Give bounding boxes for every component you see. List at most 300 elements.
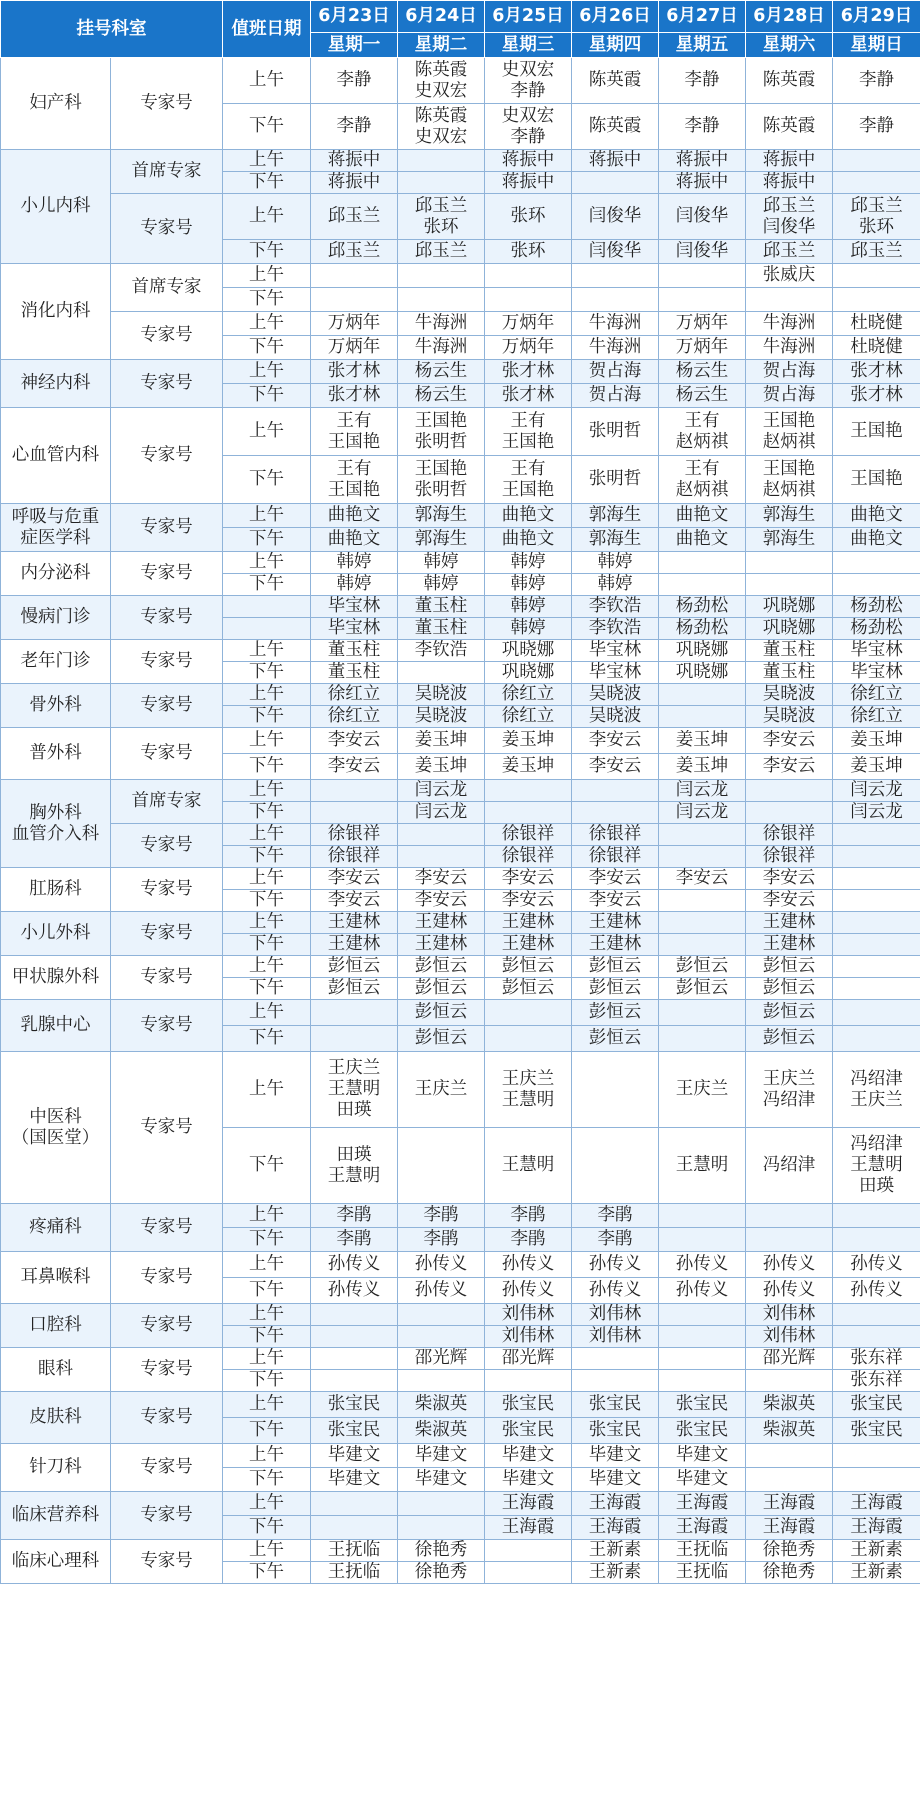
department-name: 普外科: [1, 728, 111, 780]
doctor-cell: 彭恒云: [485, 978, 572, 1000]
doctor-cell: 孙传义: [659, 1252, 746, 1278]
period-cell: 下午: [223, 172, 311, 194]
registration-level: 专家号: [111, 1204, 223, 1252]
period-cell: [223, 618, 311, 640]
doctor-cell: 王有 王国艳: [485, 456, 572, 504]
doctor-cell: 闫云龙: [659, 802, 746, 824]
department-name: 小儿内科: [1, 150, 111, 264]
doctor-cell: 郭海生: [398, 528, 485, 552]
doctor-cell: 毕建文: [485, 1468, 572, 1492]
doctor-cell: 徐红立: [311, 706, 398, 728]
doctor-cell: 王国艳 赵炳祺: [746, 456, 833, 504]
doctor-cell: 王海霞: [572, 1516, 659, 1540]
weekday-header: 星期三: [485, 33, 572, 58]
doctor-cell: 贺占海: [572, 360, 659, 384]
schedule-row: [1, 150, 920, 172]
schedule-row: [1, 868, 920, 890]
doctor-cell: 孙传义: [833, 1278, 920, 1304]
doctor-cell: 闫云龙: [398, 802, 485, 824]
doctor-cell: 冯绍津: [746, 1128, 833, 1204]
doctor-cell: [485, 802, 572, 824]
period-cell: 上午: [223, 58, 311, 104]
doctor-cell: 徐红立: [311, 684, 398, 706]
doctor-cell: 徐银祥: [485, 824, 572, 846]
doctor-cell: [398, 288, 485, 312]
doctor-cell: 刘伟林: [746, 1326, 833, 1348]
doctor-cell: 徐红立: [833, 706, 920, 728]
doctor-cell: 彭恒云: [746, 1026, 833, 1052]
doctor-cell: 巩晓娜: [659, 662, 746, 684]
doctor-cell: [485, 1026, 572, 1052]
doctor-cell: 王有 王国艳: [485, 408, 572, 456]
doctor-cell: 王新素: [572, 1562, 659, 1584]
schedule-row: [1, 58, 920, 104]
doctor-cell: 毕建文: [311, 1468, 398, 1492]
doctor-cell: 李静: [311, 58, 398, 104]
period-cell: 上午: [223, 684, 311, 706]
doctor-cell: 徐艳秀: [746, 1540, 833, 1562]
doctor-cell: 王建林: [311, 912, 398, 934]
doctor-cell: 刘伟林: [485, 1326, 572, 1348]
doctor-cell: 曲艳文: [659, 528, 746, 552]
doctor-cell: 徐银祥: [311, 824, 398, 846]
doctor-cell: 张环: [485, 194, 572, 240]
weekday-header: 星期六: [746, 33, 833, 58]
period-cell: 上午: [223, 780, 311, 802]
doctor-cell: 姜玉坤: [833, 728, 920, 754]
period-cell: 下午: [223, 978, 311, 1000]
schedule-row: [1, 596, 920, 618]
doctor-cell: 李安云: [746, 868, 833, 890]
period-cell: 下午: [223, 1516, 311, 1540]
department-name: 呼吸与危重 症医学科: [1, 504, 111, 552]
doctor-cell: 巩晓娜: [485, 640, 572, 662]
doctor-cell: 张宝民: [485, 1392, 572, 1418]
schedule-row: [1, 956, 920, 978]
doctor-cell: 董玉柱: [398, 618, 485, 640]
department-name: 眼科: [1, 1348, 111, 1392]
doctor-cell: 曲艳文: [311, 528, 398, 552]
department-name: 耳鼻喉科: [1, 1252, 111, 1304]
doctor-cell: 张宝民: [833, 1418, 920, 1444]
doctor-cell: 柴淑英: [746, 1418, 833, 1444]
doctor-cell: 董玉柱: [311, 640, 398, 662]
registration-level: 专家号: [111, 596, 223, 640]
doctor-cell: 姜玉坤: [485, 728, 572, 754]
period-cell: 上午: [223, 504, 311, 528]
doctor-cell: 张宝民: [572, 1418, 659, 1444]
doctor-cell: 彭恒云: [746, 978, 833, 1000]
doctor-cell: 曲艳文: [485, 504, 572, 528]
department-name: 皮肤科: [1, 1392, 111, 1444]
doctor-cell: 蒋振中: [311, 150, 398, 172]
schedule-row: [1, 1348, 920, 1370]
doctor-cell: 姜玉坤: [485, 754, 572, 780]
date-header: 6月27日: [659, 1, 746, 33]
doctor-cell: 巩晓娜: [485, 662, 572, 684]
doctor-cell: 韩婷: [485, 618, 572, 640]
department-name: 心血管内科: [1, 408, 111, 504]
doctor-cell: 蒋振中: [485, 150, 572, 172]
doctor-cell: 毕宝林: [572, 640, 659, 662]
doctor-cell: [572, 780, 659, 802]
doctor-cell: 李鹃: [572, 1204, 659, 1228]
doctor-cell: 曲艳文: [833, 504, 920, 528]
doctor-cell: [659, 912, 746, 934]
doctor-cell: 毕宝林: [833, 640, 920, 662]
doctor-cell: 徐银祥: [746, 846, 833, 868]
doctor-cell: 李安云: [572, 728, 659, 754]
registration-level: 首席专家: [111, 264, 223, 312]
doctor-cell: 张才林: [485, 384, 572, 408]
doctor-cell: 陈英霞: [746, 104, 833, 150]
doctor-cell: 张才林: [833, 360, 920, 384]
schedule-row: [1, 1204, 920, 1228]
registration-level: 专家号: [111, 640, 223, 684]
doctor-cell: [311, 1326, 398, 1348]
doctor-cell: [746, 1468, 833, 1492]
doctor-cell: 张才林: [311, 360, 398, 384]
doctor-cell: 杨劲松: [833, 596, 920, 618]
doctor-cell: 杜晓健: [833, 312, 920, 336]
doctor-cell: [398, 1492, 485, 1516]
doctor-cell: [833, 150, 920, 172]
doctor-cell: 李安云: [572, 754, 659, 780]
doctor-cell: 李安云: [485, 868, 572, 890]
doctor-cell: 王国艳: [833, 456, 920, 504]
registration-level: 专家号: [111, 684, 223, 728]
doctor-cell: 徐红立: [485, 706, 572, 728]
doctor-cell: [398, 1304, 485, 1326]
doctor-cell: 姜玉坤: [659, 754, 746, 780]
doctor-cell: [746, 1370, 833, 1392]
doctor-cell: [833, 288, 920, 312]
doctor-cell: 王抚临: [659, 1540, 746, 1562]
doctor-cell: 韩婷: [311, 574, 398, 596]
doctor-cell: [398, 1370, 485, 1392]
doctor-cell: 张宝民: [311, 1418, 398, 1444]
registration-level: 专家号: [111, 58, 223, 150]
period-cell: 下午: [223, 1026, 311, 1052]
schedule-row: [1, 1444, 920, 1468]
period-cell: 上午: [223, 1444, 311, 1468]
schedule-row: [1, 312, 920, 336]
registration-level: 专家号: [111, 1252, 223, 1304]
department-name: 老年门诊: [1, 640, 111, 684]
doctor-cell: 李钦浩: [398, 640, 485, 662]
period-cell: 上午: [223, 1052, 311, 1128]
doctor-cell: 李安云: [311, 728, 398, 754]
doctor-cell: 王新素: [572, 1540, 659, 1562]
period-cell: 下午: [223, 934, 311, 956]
doctor-cell: 牛海洲: [746, 336, 833, 360]
doctor-cell: 闫云龙: [398, 780, 485, 802]
doctor-cell: 孙传义: [572, 1278, 659, 1304]
doctor-cell: 曲艳文: [659, 504, 746, 528]
doctor-cell: 邱玉兰: [311, 240, 398, 264]
registration-level: 专家号: [111, 552, 223, 596]
doctor-cell: 孙传义: [659, 1278, 746, 1304]
doctor-cell: 张东祥: [833, 1348, 920, 1370]
doctor-cell: 闫俊华: [659, 194, 746, 240]
period-cell: 下午: [223, 1468, 311, 1492]
doctor-cell: [659, 1326, 746, 1348]
registration-level: 专家号: [111, 1000, 223, 1052]
doctor-cell: 彭恒云: [572, 1026, 659, 1052]
doctor-cell: 邵光辉: [746, 1348, 833, 1370]
doctor-cell: 王庆兰 冯绍津: [746, 1052, 833, 1128]
doctor-cell: 张宝民: [485, 1418, 572, 1444]
doctor-cell: [398, 1128, 485, 1204]
doctor-cell: 李鹃: [572, 1228, 659, 1252]
department-name: 肛肠科: [1, 868, 111, 912]
doctor-cell: [833, 868, 920, 890]
doctor-cell: 柴淑英: [398, 1392, 485, 1418]
weekday-header: 星期二: [398, 33, 485, 58]
doctor-cell: 彭恒云: [746, 956, 833, 978]
doctor-cell: 韩婷: [311, 552, 398, 574]
doctor-cell: 张明哲: [572, 456, 659, 504]
doctor-cell: 张才林: [485, 360, 572, 384]
doctor-cell: 王国艳 张明哲: [398, 456, 485, 504]
doctor-cell: 李安云: [572, 868, 659, 890]
doctor-cell: 孙传义: [311, 1252, 398, 1278]
doctor-cell: 孙传义: [311, 1278, 398, 1304]
doctor-cell: 张明哲: [572, 408, 659, 456]
doctor-cell: 王庆兰 王慧明: [485, 1052, 572, 1128]
doctor-cell: 王抚临: [659, 1562, 746, 1584]
doctor-cell: 蒋振中: [572, 150, 659, 172]
department-name: 小儿外科: [1, 912, 111, 956]
registration-level: 专家号: [111, 728, 223, 780]
doctor-cell: [659, 846, 746, 868]
schedule-row: [1, 912, 920, 934]
doctor-cell: 李安云: [485, 890, 572, 912]
doctor-cell: 王海霞: [833, 1516, 920, 1540]
doctor-cell: 蒋振中: [746, 172, 833, 194]
doctor-cell: 牛海洲: [746, 312, 833, 336]
period-cell: 上午: [223, 912, 311, 934]
doctor-cell: [833, 1468, 920, 1492]
doctor-cell: [485, 1540, 572, 1562]
doctor-cell: [485, 1562, 572, 1584]
doctor-cell: 闫俊华: [659, 240, 746, 264]
doctor-cell: 邱玉兰: [833, 240, 920, 264]
registration-level: 专家号: [111, 1304, 223, 1348]
schedule-row: [1, 1000, 920, 1026]
doctor-cell: 李静: [833, 104, 920, 150]
date-header: 6月23日: [311, 1, 398, 33]
schedule-row: [1, 360, 920, 384]
doctor-cell: 杨劲松: [659, 618, 746, 640]
doctor-cell: 王海霞: [659, 1492, 746, 1516]
doctor-cell: [572, 1370, 659, 1392]
duty-date-header: 值班日期: [223, 1, 311, 58]
doctor-cell: 韩婷: [572, 574, 659, 596]
doctor-cell: 王建林: [398, 912, 485, 934]
period-cell: 上午: [223, 194, 311, 240]
doctor-cell: 王有 赵炳祺: [659, 408, 746, 456]
doctor-cell: 邱玉兰: [398, 240, 485, 264]
doctor-cell: 董玉柱: [311, 662, 398, 684]
department-name: 甲状腺外科: [1, 956, 111, 1000]
doctor-cell: [311, 288, 398, 312]
period-cell: 上午: [223, 150, 311, 172]
date-header: 6月29日: [833, 1, 920, 33]
doctor-cell: 毕宝林: [311, 596, 398, 618]
schedule-row: [1, 552, 920, 574]
doctor-cell: 韩婷: [398, 552, 485, 574]
doctor-cell: [659, 1228, 746, 1252]
doctor-cell: 邱玉兰 闫俊华: [746, 194, 833, 240]
schedule-row: [1, 1252, 920, 1278]
registration-level: 专家号: [111, 868, 223, 912]
doctor-cell: 毕建文: [311, 1444, 398, 1468]
schedule-row: [1, 1304, 920, 1326]
doctor-cell: [746, 574, 833, 596]
doctor-cell: 徐艳秀: [398, 1540, 485, 1562]
doctor-cell: [833, 264, 920, 288]
doctor-cell: 张环: [485, 240, 572, 264]
doctor-cell: 万炳年: [485, 312, 572, 336]
doctor-cell: 杨劲松: [833, 618, 920, 640]
doctor-cell: 李鹃: [398, 1204, 485, 1228]
doctor-cell: 李鹃: [311, 1228, 398, 1252]
doctor-cell: 张宝民: [833, 1392, 920, 1418]
period-cell: 下午: [223, 1228, 311, 1252]
registration-level: 专家号: [111, 1444, 223, 1492]
doctor-cell: 蒋振中: [659, 172, 746, 194]
doctor-cell: 蒋振中: [746, 150, 833, 172]
period-cell: 上午: [223, 640, 311, 662]
doctor-cell: 孙传义: [746, 1252, 833, 1278]
period-cell: 上午: [223, 1000, 311, 1026]
doctor-cell: [398, 150, 485, 172]
doctor-cell: [659, 288, 746, 312]
department-name: 妇产科: [1, 58, 111, 150]
doctor-cell: 刘伟林: [572, 1326, 659, 1348]
department-name: 消化内科: [1, 264, 111, 360]
doctor-cell: [659, 1204, 746, 1228]
period-cell: 下午: [223, 456, 311, 504]
period-cell: 下午: [223, 846, 311, 868]
doctor-cell: 徐红立: [485, 684, 572, 706]
doctor-cell: 冯绍津 王庆兰: [833, 1052, 920, 1128]
doctor-cell: [572, 1052, 659, 1128]
doctor-cell: 王庆兰 王慧明 田瑛: [311, 1052, 398, 1128]
registration-level: 专家号: [111, 956, 223, 1000]
doctor-cell: 杨云生: [659, 360, 746, 384]
doctor-cell: 邱玉兰 张环: [398, 194, 485, 240]
doctor-cell: 李安云: [659, 868, 746, 890]
period-cell: 下午: [223, 1370, 311, 1392]
doctor-cell: [398, 846, 485, 868]
weekday-header: 星期五: [659, 33, 746, 58]
schedule-row: [1, 194, 920, 240]
doctor-cell: [659, 552, 746, 574]
schedule-row: [1, 780, 920, 802]
doctor-cell: [833, 824, 920, 846]
doctor-cell: 王建林: [572, 912, 659, 934]
doctor-cell: 吴晓波: [572, 706, 659, 728]
period-cell: 下午: [223, 1562, 311, 1584]
period-cell: 下午: [223, 706, 311, 728]
doctor-cell: 韩婷: [485, 552, 572, 574]
doctor-cell: 王抚临: [311, 1562, 398, 1584]
doctor-cell: 李鹃: [485, 1228, 572, 1252]
doctor-cell: 彭恒云: [572, 956, 659, 978]
doctor-cell: 张宝民: [572, 1392, 659, 1418]
doctor-cell: 张宝民: [311, 1392, 398, 1418]
table-body: [1, 58, 920, 1584]
schedule-row: [1, 1392, 920, 1418]
doctor-cell: 韩婷: [572, 552, 659, 574]
doctor-cell: 孙传义: [485, 1278, 572, 1304]
doctor-cell: 孙传义: [746, 1278, 833, 1304]
doctor-cell: 李安云: [746, 728, 833, 754]
period-cell: 下午: [223, 754, 311, 780]
weekday-header: 星期四: [572, 33, 659, 58]
doctor-cell: 徐银祥: [572, 846, 659, 868]
doctor-cell: 徐艳秀: [746, 1562, 833, 1584]
period-cell: 下午: [223, 240, 311, 264]
date-header: 6月28日: [746, 1, 833, 33]
doctor-cell: 吴晓波: [398, 706, 485, 728]
doctor-cell: 邵光辉: [398, 1348, 485, 1370]
registration-level: 首席专家: [111, 150, 223, 194]
doctor-cell: [746, 1204, 833, 1228]
doctor-cell: 郭海生: [746, 528, 833, 552]
doctor-cell: [398, 1516, 485, 1540]
doctor-cell: [659, 1348, 746, 1370]
doctor-cell: 牛海洲: [572, 336, 659, 360]
schedule-row: [1, 728, 920, 754]
doctor-cell: 郭海生: [572, 504, 659, 528]
doctor-cell: 毕建文: [398, 1444, 485, 1468]
doctor-cell: 李安云: [311, 868, 398, 890]
doctor-cell: 王新素: [833, 1540, 920, 1562]
doctor-cell: 姜玉坤: [398, 728, 485, 754]
doctor-cell: [833, 1000, 920, 1026]
doctor-cell: 冯绍津 王慧明 田瑛: [833, 1128, 920, 1204]
period-cell: 下午: [223, 384, 311, 408]
doctor-cell: 王国艳 张明哲: [398, 408, 485, 456]
doctor-cell: 陈英霞 史双宏: [398, 58, 485, 104]
schedule-row: [1, 504, 920, 528]
period-cell: 上午: [223, 1252, 311, 1278]
doctor-cell: 牛海洲: [572, 312, 659, 336]
doctor-cell: 毕宝林: [833, 662, 920, 684]
doctor-cell: 贺占海: [746, 360, 833, 384]
doctor-cell: [572, 288, 659, 312]
doctor-cell: 李安云: [572, 890, 659, 912]
doctor-cell: 徐银祥: [746, 824, 833, 846]
doctor-cell: 李静: [833, 58, 920, 104]
doctor-cell: [659, 264, 746, 288]
doctor-cell: 韩婷: [485, 596, 572, 618]
period-cell: 上午: [223, 956, 311, 978]
doctor-cell: [398, 1326, 485, 1348]
doctor-cell: 刘伟林: [485, 1304, 572, 1326]
doctor-cell: [746, 802, 833, 824]
department-name: 口腔科: [1, 1304, 111, 1348]
doctor-cell: 姜玉坤: [833, 754, 920, 780]
department-name: 临床心理科: [1, 1540, 111, 1584]
doctor-cell: 牛海洲: [398, 312, 485, 336]
doctor-cell: [659, 1000, 746, 1026]
doctor-cell: 王海霞: [746, 1516, 833, 1540]
doctor-cell: 曲艳文: [833, 528, 920, 552]
